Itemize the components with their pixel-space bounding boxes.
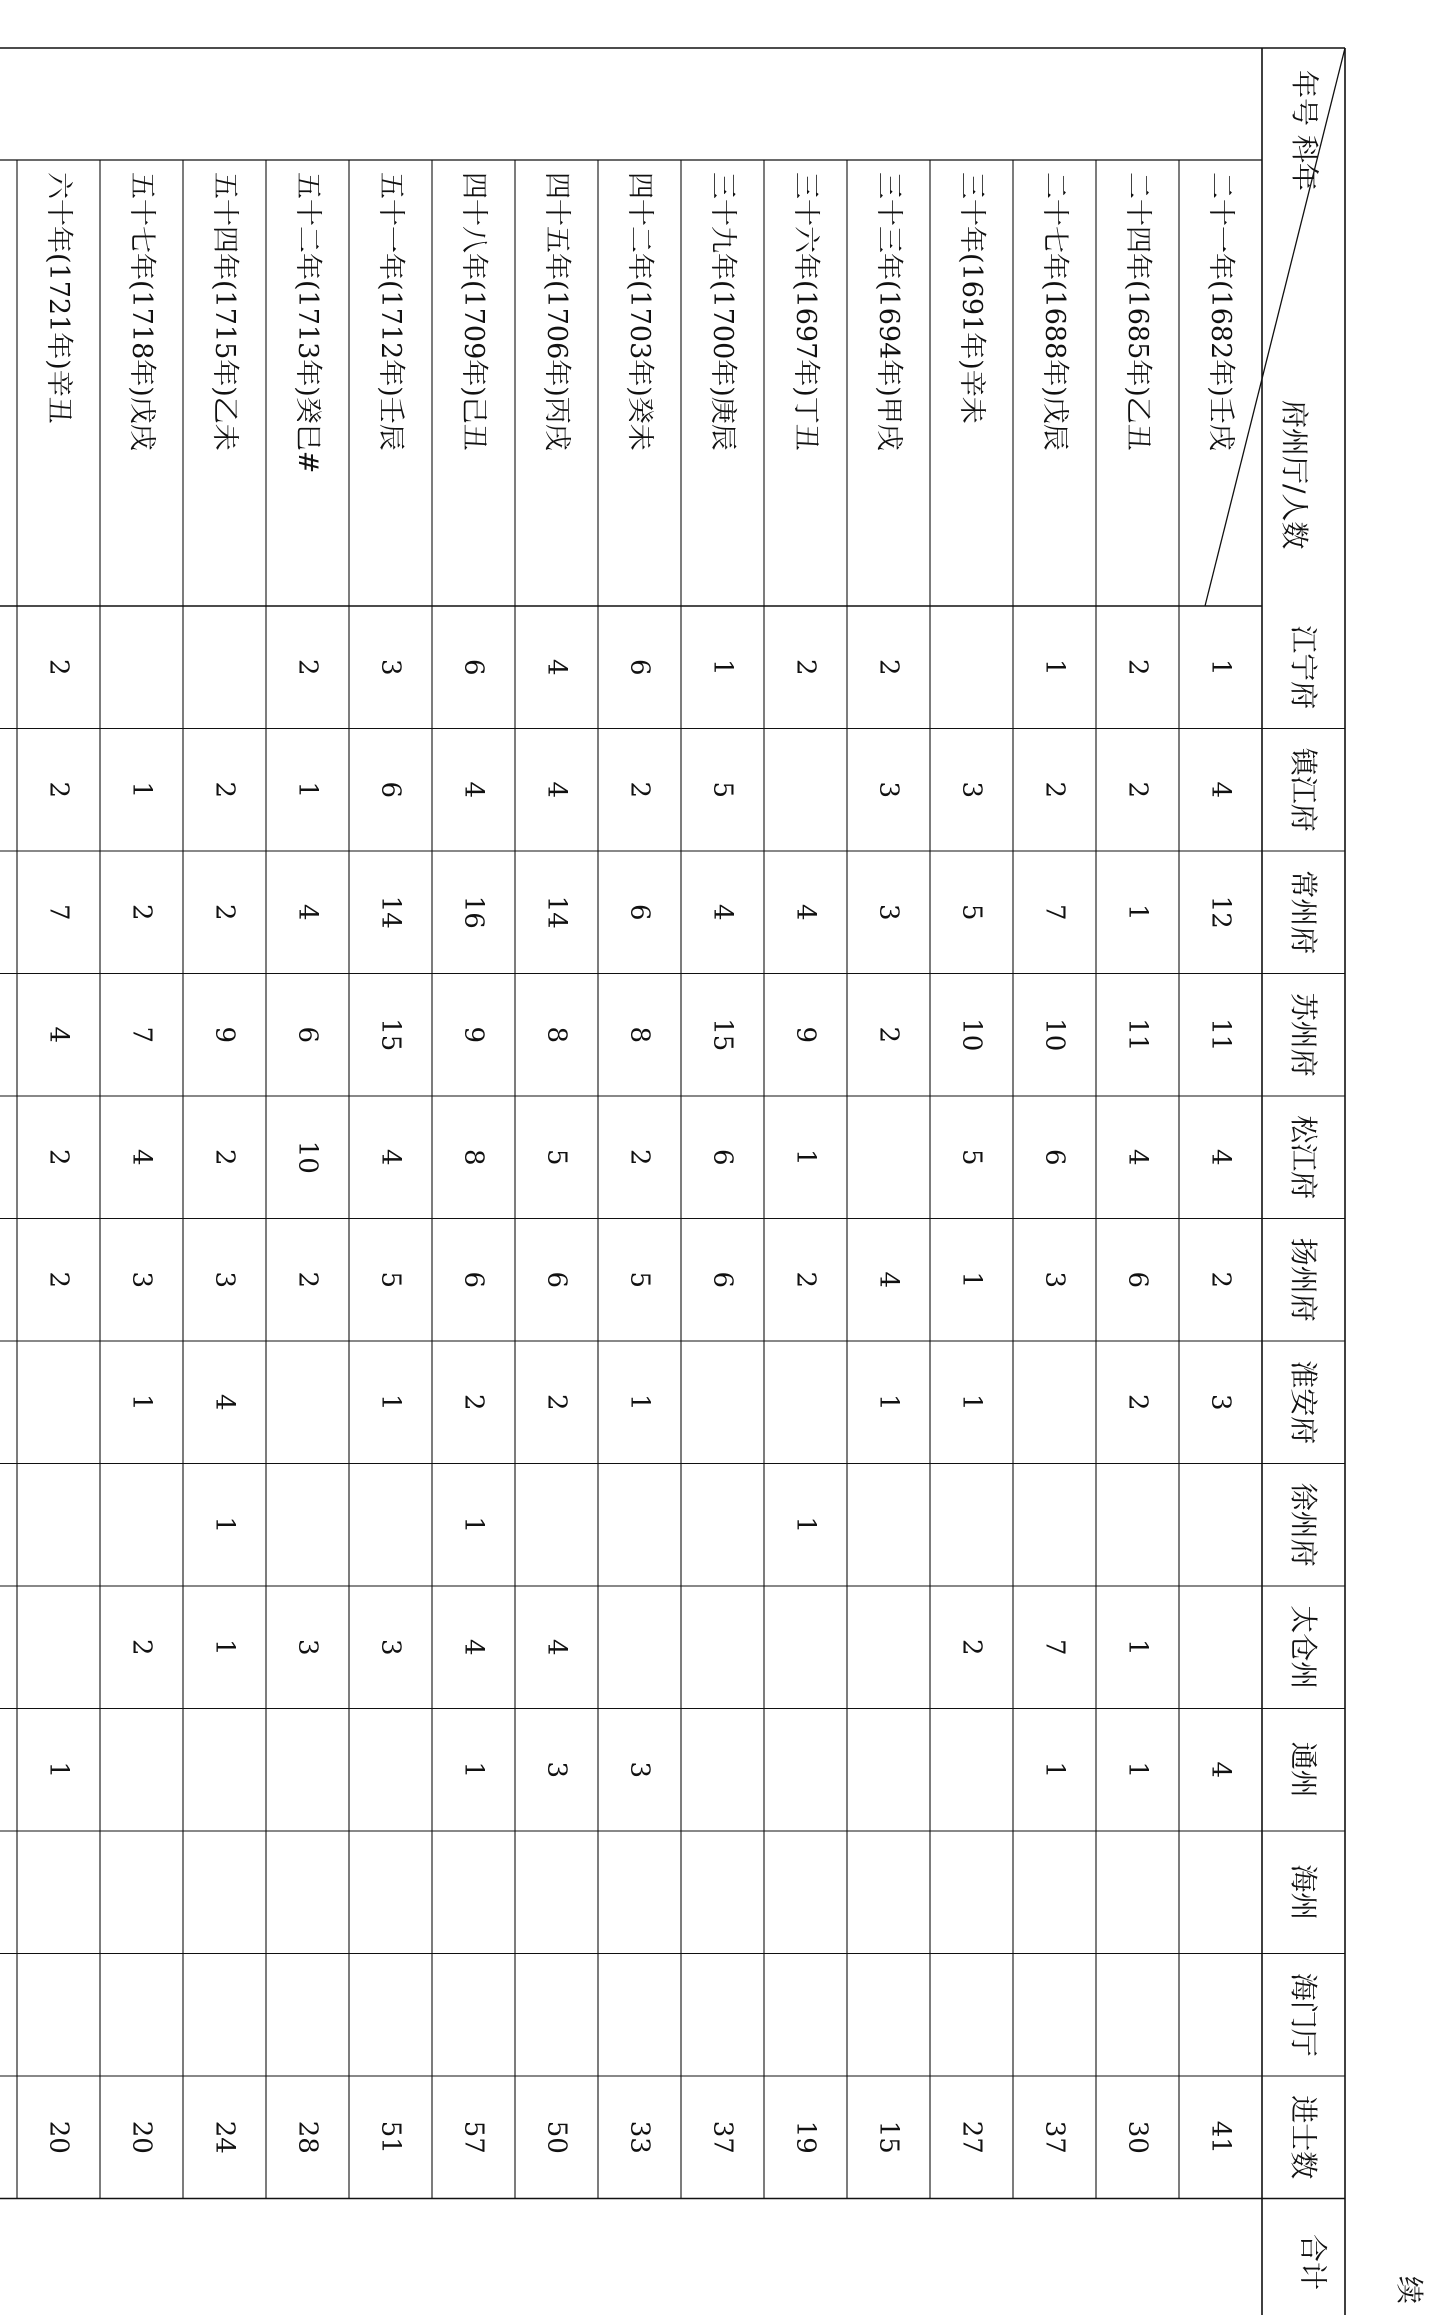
table-cell: 3 [1205,1393,1236,1411]
table-cell: 1 [126,1393,157,1411]
table-cell: 6 [707,1271,738,1289]
row-year-label: 四十八年(1709年)己丑 [458,172,489,451]
table-cell: 57 [458,2120,489,2154]
table-cell: 4 [209,1393,240,1411]
table-cell: 5 [956,903,987,921]
row-year-label: 二十七年(1688年)戊辰 [1039,172,1070,451]
table-cell: 1 [209,1638,240,1656]
table-cell: 8 [541,1026,572,1044]
table-cell: 2 [458,1393,489,1411]
table-cell: 6 [624,658,655,676]
table-cell: 2 [292,1271,323,1289]
table-cell: 1 [873,1393,904,1411]
row-year-label: 五十一年(1712年)壬辰 [375,172,406,451]
column-header: 江宁府 [1287,625,1320,710]
column-header: 扬州府 [1287,1237,1320,1322]
table-cell: 2 [956,1638,987,1656]
table-cell: 7 [126,1026,157,1044]
table-cell: 4 [1205,781,1236,799]
table-cell: 3 [541,1761,572,1779]
table-cell: 6 [458,1271,489,1289]
table-cell: 2 [43,781,74,799]
table-cell: 4 [1122,1148,1153,1166]
column-header: 淮安府 [1287,1360,1320,1445]
table-footer [1297,2234,1427,2304]
table-cell: 15 [707,1018,738,1052]
table-cell: 4 [541,781,572,799]
table-cell: 2 [126,1638,157,1656]
table-cell: 2 [1205,1271,1236,1289]
column-header: 常州府 [1287,870,1320,955]
table-cell: 4 [375,1148,406,1166]
table-cell: 3 [375,1638,406,1656]
table-cell: 12 [1205,895,1236,929]
row-year-label: 四十五年(1706年)丙戌 [541,172,572,451]
table-cell: 3 [126,1271,157,1289]
table-cell: 2 [790,658,821,676]
row-year-label: 三十六年(1697年)丁丑 [790,172,821,451]
column-header: 松江府 [1287,1115,1320,1200]
table-cell: 1 [624,1393,655,1411]
continued-mark: 续 [1393,2275,1426,2305]
row-year-label: 五十二年(1713年)癸巳# [292,172,323,474]
diagonal-header-cell [1278,70,1321,549]
table-cell: 5 [707,781,738,799]
table-body [43,172,1236,2154]
table-cell: 3 [292,1638,323,1656]
table-cell: 6 [624,903,655,921]
table-cell: 50 [541,2120,572,2154]
table-cell: 14 [541,895,572,929]
table-cell: 4 [1205,1761,1236,1779]
table-cell: 19 [790,2120,821,2154]
table-cell: 8 [458,1148,489,1166]
table-cell: 9 [458,1026,489,1044]
table-cell: 4 [458,1638,489,1656]
table-cell: 1 [1205,658,1236,676]
table-cell: 2 [209,903,240,921]
table-cell: 1 [1122,903,1153,921]
table-cell: 4 [873,1271,904,1289]
row-year-label: 三十三年(1694年)甲戌 [873,172,904,451]
table-cell: 16 [458,895,489,929]
table-cell: 6 [375,781,406,799]
table-cell: 4 [707,903,738,921]
column-header: 通州 [1287,1741,1320,1798]
table-cell: 2 [43,1271,74,1289]
table-cell: 1 [375,1393,406,1411]
row-year-label: 五十四年(1715年)乙未 [209,172,240,451]
table-cell: 11 [1205,1018,1236,1052]
table-cell: 8 [624,1026,655,1044]
table-cell: 24 [209,2120,240,2154]
table-cell: 3 [873,781,904,799]
table-cell: 2 [873,1026,904,1044]
column-header: 太仓州 [1287,1605,1320,1690]
table-cell: 14 [375,895,406,929]
table-cell: 1 [126,781,157,799]
table-cell: 6 [292,1026,323,1044]
table-cell: 3 [1039,1271,1070,1289]
column-header: 海门厅 [1287,1972,1320,2057]
table-cell: 28 [292,2120,323,2154]
table-cell: 6 [541,1271,572,1289]
table-cell: 1 [956,1271,987,1289]
table-cell: 1 [956,1393,987,1411]
table-cell: 9 [790,1026,821,1044]
table-cell: 6 [1122,1271,1153,1289]
table-cell: 4 [126,1148,157,1166]
table-cell: 20 [126,2120,157,2154]
table-cell: 15 [375,1018,406,1052]
table-cell: 4 [541,658,572,676]
table-cell: 1 [707,658,738,676]
table-cell: 5 [956,1148,987,1166]
table-cell: 2 [541,1393,572,1411]
column-header: 镇江府 [1287,747,1320,832]
table-cell: 3 [873,903,904,921]
table-cell: 30 [1122,2120,1153,2154]
table-cell: 7 [1039,903,1070,921]
table-cell: 15 [873,2120,904,2154]
column-header: 进士数 [1287,2095,1320,2180]
table-cell: 2 [873,658,904,676]
table-cell: 2 [1122,781,1153,799]
table-cell: 2 [43,658,74,676]
table-cell: 37 [1039,2120,1070,2154]
table-cell: 2 [624,1148,655,1166]
table-cell: 4 [43,1026,74,1044]
table-cell: 1 [292,781,323,799]
table-cell: 51 [375,2120,406,2154]
table-cell: 5 [541,1148,572,1166]
table-cell: 33 [624,2120,655,2154]
table-cell: 5 [624,1271,655,1289]
table-cell: 4 [790,903,821,921]
table-cell: 4 [292,903,323,921]
table-cell: 3 [375,658,406,676]
table-cell: 2 [209,781,240,799]
table-cell: 5 [375,1271,406,1289]
table-cell: 2 [1122,658,1153,676]
table-cell: 2 [126,903,157,921]
table-cell: 6 [458,658,489,676]
row-year-label: 三十年(1691年)辛未 [956,172,987,424]
table-cell: 2 [624,781,655,799]
table-cell: 27 [956,2120,987,2154]
table-cell: 3 [209,1271,240,1289]
table-cell: 7 [1039,1638,1070,1656]
table-cell: 11 [1122,1018,1153,1052]
column-header: 苏州府 [1287,992,1320,1077]
column-header: 海州 [1287,1864,1320,1921]
row-year-label: 四十二年(1703年)癸未 [624,172,655,451]
column-header: 徐州府 [1287,1482,1320,1567]
table-cell: 2 [292,658,323,676]
table-cell: 2 [209,1148,240,1166]
table-cell: 6 [1039,1148,1070,1166]
table-cell: 1 [209,1516,240,1534]
table-cell: 3 [624,1761,655,1779]
table-cell: 41 [1205,2120,1236,2154]
row-year-label: 二十一年(1682年)壬戌 [1205,172,1236,451]
row-year-label: 二十四年(1685年)乙丑 [1122,172,1153,451]
column-headers [1287,625,1320,2179]
table-cell: 1 [1122,1638,1153,1656]
table-cell: 1 [790,1516,821,1534]
table-cell: 2 [43,1148,74,1166]
table-cell: 2 [790,1271,821,1289]
diagonal-header-bottom: 府州厅/人数 [1278,400,1311,550]
table-cell: 9 [209,1026,240,1044]
table-cell: 1 [790,1148,821,1166]
table-cell: 20 [43,2120,74,2154]
table-cell: 37 [707,2120,738,2154]
table-cell: 1 [43,1761,74,1779]
table-cell: 1 [1039,658,1070,676]
table-cell: 4 [458,781,489,799]
table-cell: 4 [1205,1148,1236,1166]
table-cell: 2 [1122,1393,1153,1411]
diagonal-header-top: 年号 科年 [1288,70,1321,191]
row-year-label: 五十七年(1718年)戊戌 [126,172,157,451]
table-cell: 10 [956,1018,987,1052]
table-cell: 1 [1122,1761,1153,1779]
total-header: 合计 [1296,2233,1330,2291]
table-cell: 10 [292,1140,323,1174]
row-year-label: 六十年(1721年)辛丑 [43,172,74,424]
table-cell: 10 [1039,1018,1070,1052]
table-cell: 1 [1039,1761,1070,1779]
table-cell: 1 [458,1761,489,1779]
table-cell: 6 [707,1148,738,1166]
row-year-label: 三十九年(1700年)庚辰 [707,172,738,451]
table-cell: 1 [458,1516,489,1534]
table-cell: 2 [1039,781,1070,799]
table-cell: 4 [541,1638,572,1656]
table-cell: 7 [43,903,74,921]
table-cell: 3 [956,781,987,799]
